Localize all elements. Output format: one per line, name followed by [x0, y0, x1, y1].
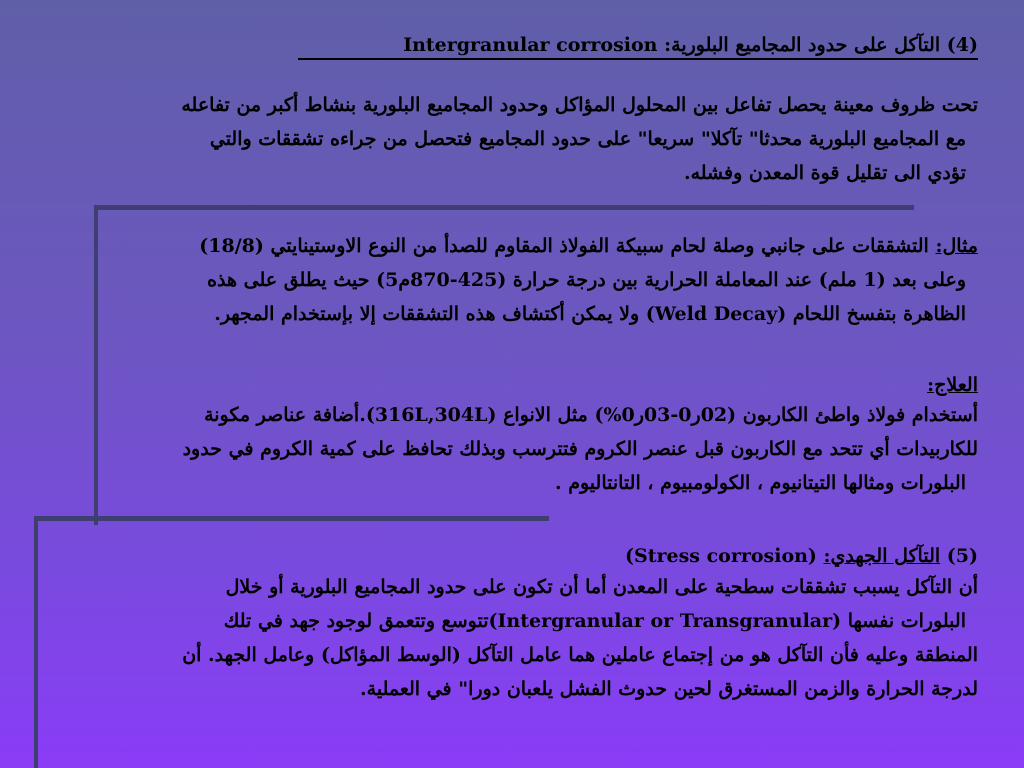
treatment-label: العلاج: — [927, 374, 978, 396]
treatment-line-1: أستخدام فولاذ واطئ الكاربون (02ر0-03ر0%) مثل الانواع (316L,304L).أضافة عناصر مكونة — [204, 404, 978, 426]
section-4-heading-underline — [298, 58, 978, 60]
example-block — [48, 229, 978, 331]
section-4-line-1: تحت ظروف معينة يحصل تفاعل بين المحلول المؤاكل وحدود المجاميع البلورية بنشاط أكبر من تفاعله — [181, 94, 978, 116]
example-line-1 — [48, 229, 978, 263]
section-4-body — [48, 88, 978, 190]
decor-horizontal-line-1 — [94, 205, 914, 210]
section-4-title-en: Intergranular corrosion — [403, 34, 658, 56]
section-5-number: (5) — [946, 545, 978, 567]
section-5-line-1: أن التآكل يسبب تشققات سطحية على المعدن أما أن تكون على حدود المجاميع البلورية أو خلال — [225, 576, 978, 598]
decor-vertical-line-2 — [34, 516, 38, 768]
section-5-line-2: البلورات نفسها (Intergranular or Transgranular)تتوسع وتتعمق لوجود جهد في تلك — [223, 610, 966, 632]
section-4-line-2: مع المجاميع البلورية محدثا" تآكلا" سريعا" على حدود المجاميع فتحصل من جراءه تشققات والتي — [209, 128, 966, 150]
treatment-line-3: البلورات ومثالها التيتانيوم ، الكولومبيوم ، التانتاليوم . — [554, 472, 966, 494]
example-label: مثال: — [935, 235, 978, 257]
example-line-1-text: التشققات على جانبي وصلة لحام سبيكة الفولاذ المقاوم للصدأ من النوع الاوستينايتي (18/8) — [199, 235, 929, 257]
section-4-heading — [258, 28, 978, 60]
treatment-line-2: للكاربيدات أي تتحد مع الكاربون قبل عنصر الكروم فتترسب وبذلك تحافظ على كمية الكروم في حدود — [182, 438, 978, 460]
example-line-2: وعلى بعد (1 ملم) عند المعاملة الحرارية بين درجة حرارة (425-870م5) حيث يطلق على هذه — [207, 269, 966, 291]
decor-horizontal-line-2 — [34, 516, 549, 521]
section-5-title-en: (Stress corrosion) — [625, 545, 817, 567]
section-5-heading — [418, 539, 978, 573]
section-5-line-4: لدرجة الحرارة والزمن المستغرق لحين حدوث الفشل يلعبان دورا" في العملية. — [360, 678, 978, 700]
section-5-line-3: المنطقة وعليه فأن التآكل هو من إجتماع عاملين هما عامل التآكل (الوسط المؤاكل) وعامل الجهد. أن — [182, 644, 978, 666]
section-4-line-3: تؤدي الى تقليل قوة المعدن وفشله. — [683, 162, 966, 184]
example-line-3: الظاهرة بتفسخ اللحام (Weld Decay) ولا يمكن أكتشاف هذه التشققات إلا بإستخدام المجهر. — [214, 303, 966, 325]
section-4-title-ar: التآكل على حدود المجاميع البلورية: — [664, 34, 941, 56]
section-5-title-ar: التآكل الجهدي: — [823, 545, 941, 567]
treatment-block — [48, 368, 978, 500]
section-5-body — [48, 570, 978, 706]
section-4-number: (4) — [946, 34, 978, 56]
